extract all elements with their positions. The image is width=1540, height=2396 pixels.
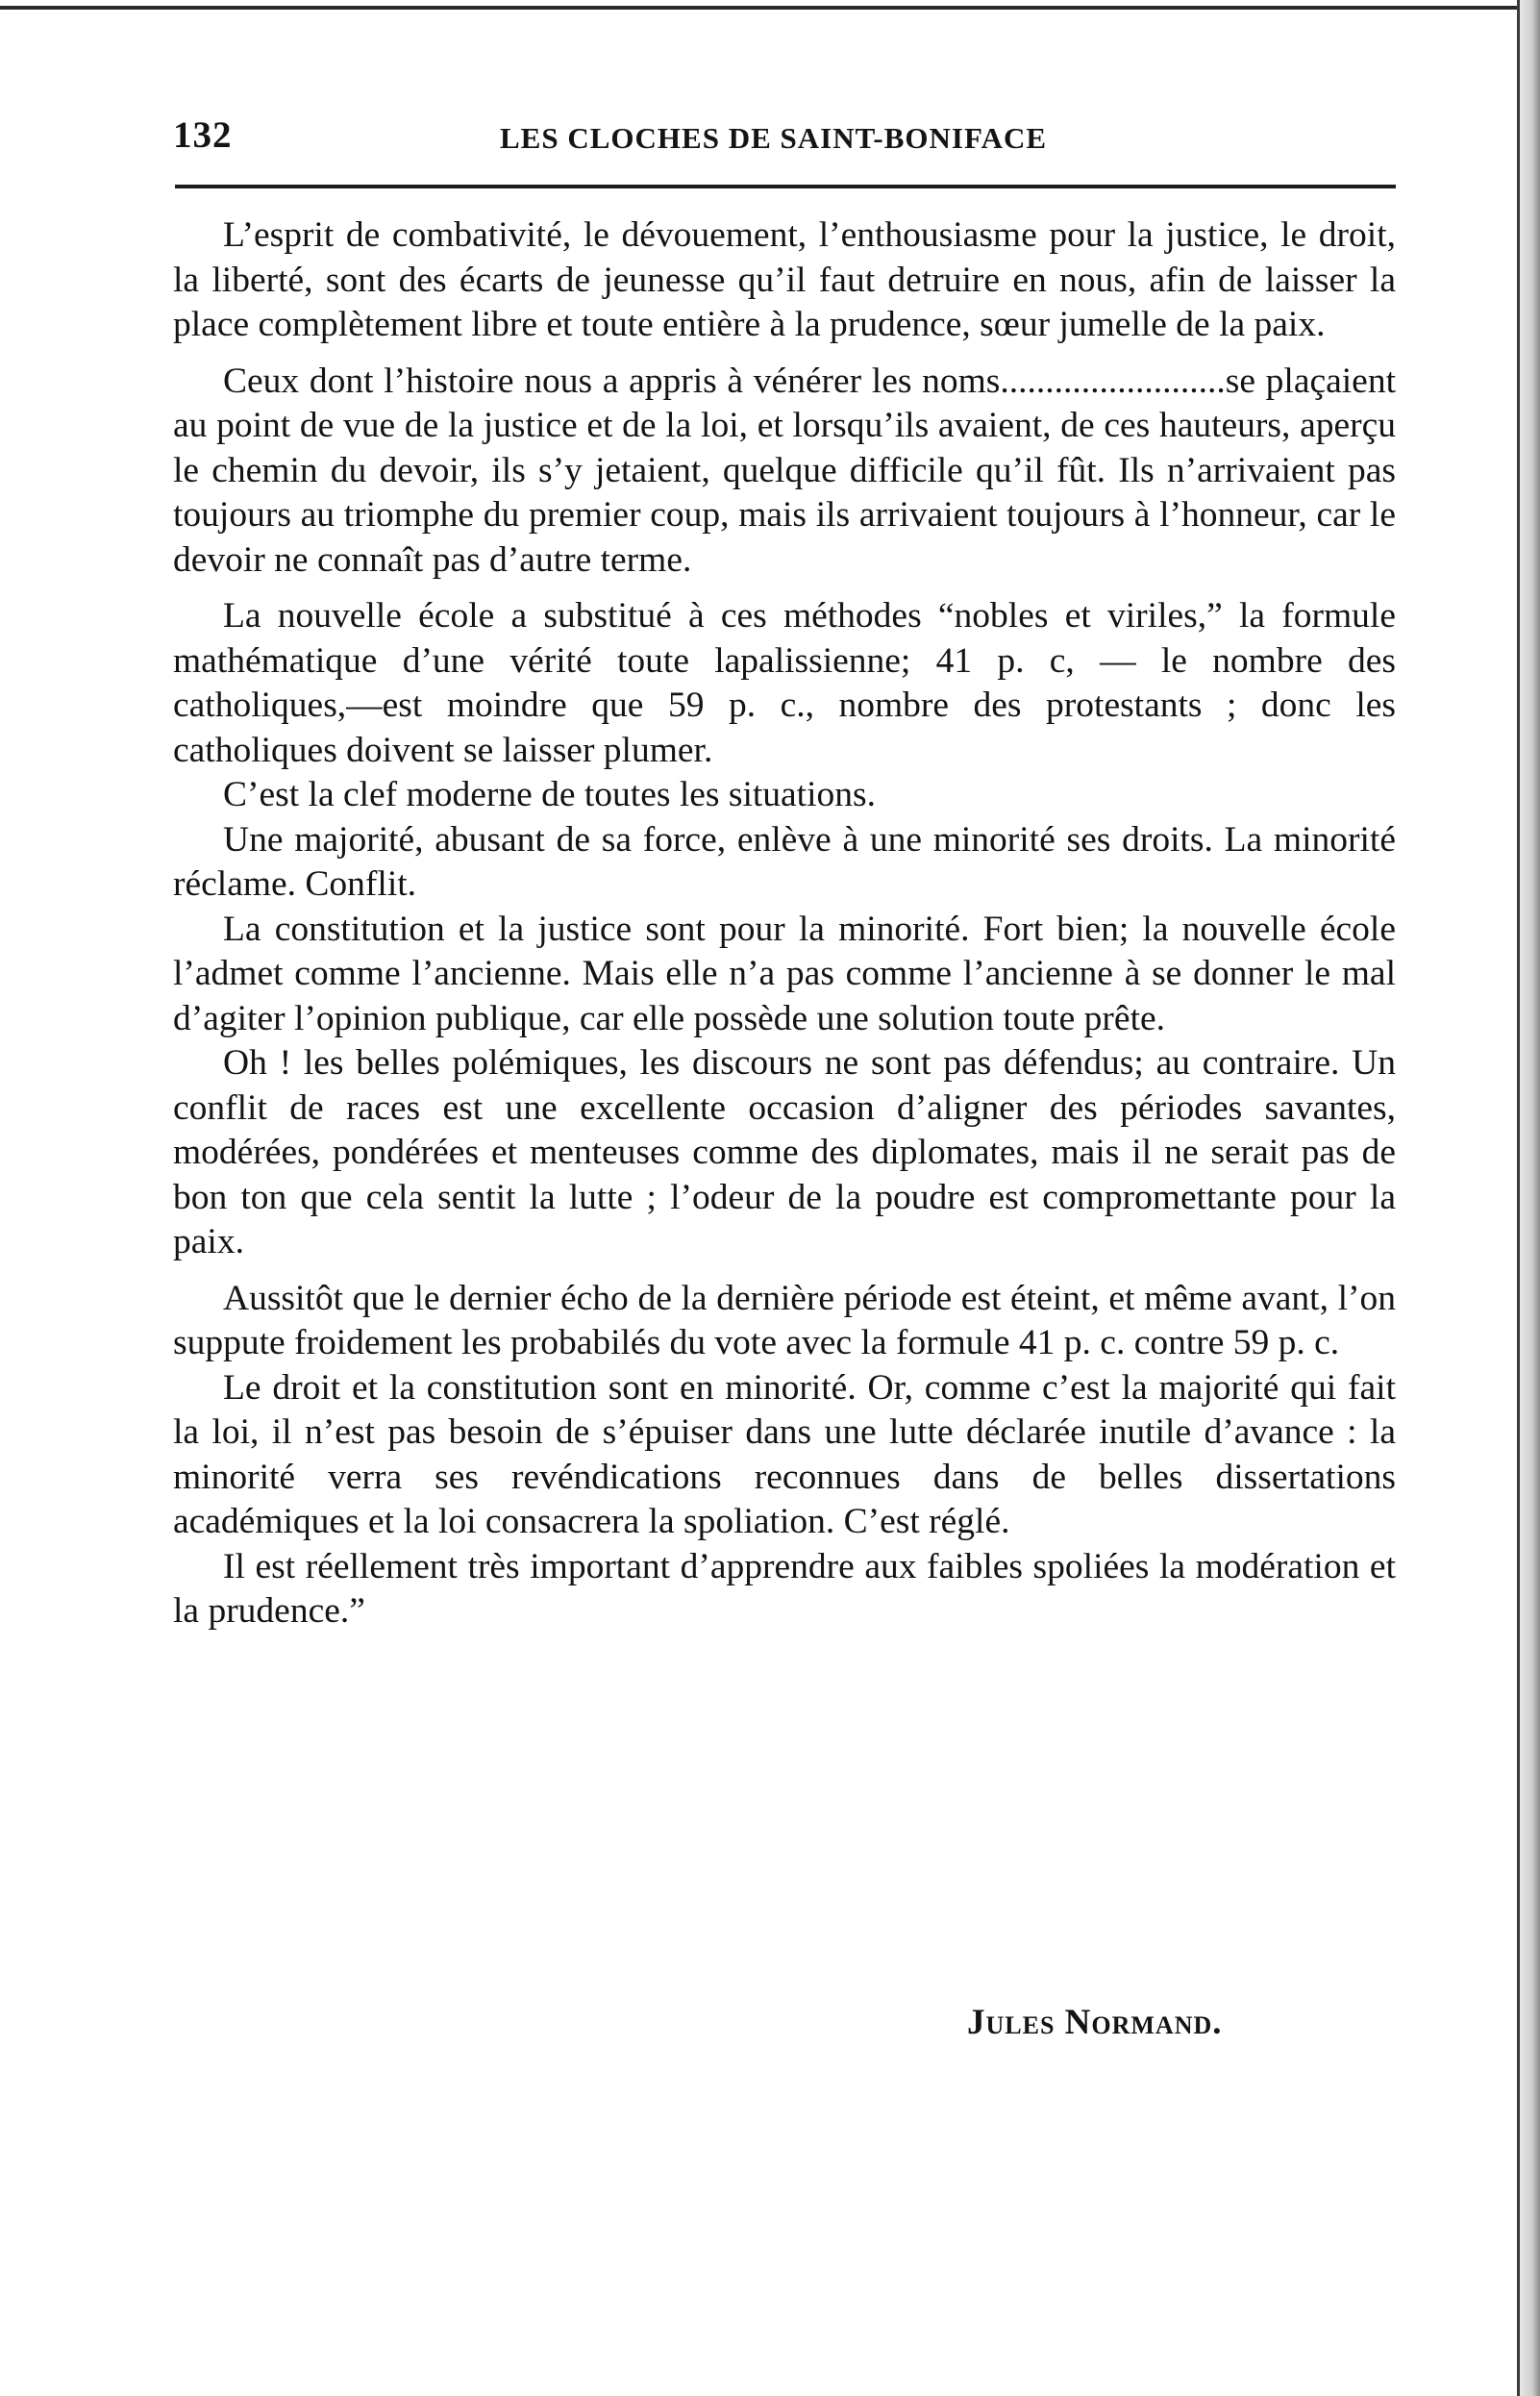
paragraph: Il est réellement très important d’apprendre aux faibles spoliées la modération et la prudence.” xyxy=(173,1546,1396,1631)
paragraph: Oh ! les belles polémiques, les discours ne sont pas défendus; au contraire. Un conflit de races est une excellente occasion d’aligner des périodes savantes, modérées, pondérées et menteuses comme des diplomates, mais il ne serait pas de bon ton que cela sentit la lutte ; l’odeur de la poudre est compromettante pour la paix. xyxy=(173,1043,1396,1261)
paragraph: Le droit et la constitution sont en minorité. Or, comme c’est la majorité qui fait la loi, il n’est pas besoin de s’épuiser dans une lutte déclarée inutile d’avance : la minorité verra ses revéndications reconnues dans de belles dissertations académiques et la loi consacrera la spoliation. C’est réglé. xyxy=(173,1367,1396,1541)
header-rule xyxy=(175,185,1396,188)
paragraph: L’esprit de combativité, le dévouement, l’enthousiasme pour la justice, le droit, la liberté, sont des écarts de jeunesse qu’il faut detruire en nous, afin de laisser la place complètement libre et toute entière à la prudence, sœur jumelle de la paix. xyxy=(173,215,1396,344)
article-body xyxy=(173,213,1396,1635)
paragraph: C’est la clef moderne de toutes les situations. xyxy=(223,775,876,814)
top-edge-rule xyxy=(0,0,1540,10)
page-right-edge xyxy=(1517,0,1540,2396)
running-title: LES CLOCHES DE SAINT-BONIFACE xyxy=(500,121,1048,155)
paragraph: Aussitôt que le dernier écho de la dernière période est éteint, et même avant, l’on suppute froidement les probabilés du vote avec la formule 41 p. c. contre 59 p. c. xyxy=(173,1278,1396,1362)
paragraph: La constitution et la justice sont pour la minorité. Fort bien; la nouvelle école l’admet comme l’ancienne. Mais elle n’a pas comme l’ancienne à se donner le mal d’agiter l’opinion publique, car elle possède une solution toute prête. xyxy=(173,909,1396,1038)
paragraph: Ceux dont l’histoire nous a appris à vénérer les noms.........................se plaçaient au point de vue de la justice et de la loi, et lorsqu’ils avaient, de ces hauteurs, aperçu le chemin du devoir, ils s’y jetaient, quelque difficile qu’il fût. Ils n’arrivaient pas toujours au triomphe du premier coup, mais ils arrivaient toujours à l’honneur, car le devoir ne connaît pas d’autre terme. xyxy=(173,361,1396,580)
page-header xyxy=(173,113,1394,163)
paragraph: Une majorité, abusant de sa force, enlève à une minorité ses droits. La minorité réclame. Conflit. xyxy=(173,819,1396,904)
author-signature: Jules Normand. xyxy=(967,2003,1223,2042)
paragraph: La nouvelle école a substitué à ces méthodes “nobles et viriles,” la formule mathématique d’une vérité toute lapalissienne; 41 p. c, — le nombre des catholiques,—est moindre que 59 p. c., nombre des protestants ; donc les catholiques doivent se laisser plumer. xyxy=(173,596,1396,770)
page-number: 132 xyxy=(173,114,233,156)
